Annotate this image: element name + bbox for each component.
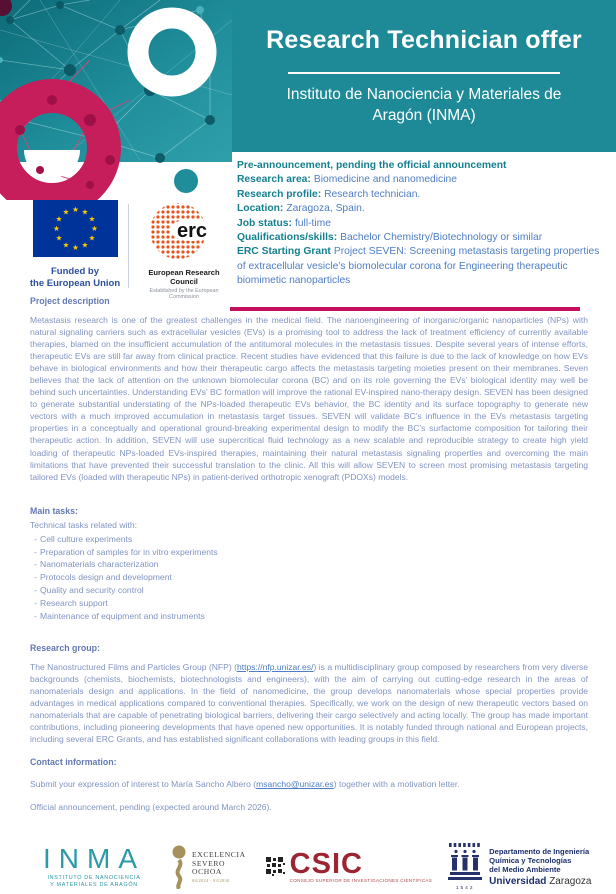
header-divider xyxy=(288,72,560,74)
severo-ochoa-text: EXCELENCIA SEVERO OCHOA 04/2024 - 03/2030 xyxy=(192,850,246,883)
bullet-dash: - xyxy=(34,572,37,583)
detail-research-area: Research area: Biomedicine and nanomedicine xyxy=(237,174,457,186)
csic-caption: CONSEJO SUPERIOR DE INVESTIGACIONES CIENTÍFICAS xyxy=(289,878,433,883)
detail-location: Location: Zaragoza, Spain. xyxy=(237,203,365,215)
eu-funding-caption: Funded by the European Union xyxy=(29,266,121,289)
svg-text:★: ★ xyxy=(88,214,95,224)
main-content xyxy=(30,296,588,813)
svg-text:★: ★ xyxy=(88,233,95,243)
hero-network-art xyxy=(0,0,232,200)
bullet-dash: - xyxy=(34,533,37,544)
task-item: - Maintenance of equipment and instruments xyxy=(30,610,588,623)
main-tasks-heading: Main tasks: xyxy=(30,505,78,516)
svg-text:★: ★ xyxy=(55,233,62,243)
detail-research-profile: Research profile: Research technician. xyxy=(237,188,421,200)
project-description-heading: Project description xyxy=(30,296,110,306)
detail-job-status: Job status: full-time xyxy=(237,217,331,229)
svg-text:erc: erc xyxy=(176,220,208,242)
csic-wordmark: CSIC xyxy=(289,848,363,880)
severo-ochoa-logo xyxy=(170,845,246,889)
svg-text:★: ★ xyxy=(81,240,88,250)
inma-wordmark: INMA xyxy=(43,843,145,875)
unizar-building xyxy=(448,843,482,891)
task-item: - Nanomaterials characterization xyxy=(30,558,588,571)
inma-caption: INSTITUTO DE NANOCIENCIA Y MATERIALES DE ARAGÓN xyxy=(47,875,141,888)
project-description-body: Metastasis research is one of the greatest challenges in the medical field. The nanoengineering of inorganic/organic nanoparticles (NPs) with natural signaling carriers such as extracellular vesicles (EVs) is a promising tool to address the lack of treatment efficiency of currently available therapies, blamed on the insufficient accumulation of the antitumoral molecules in the metastasis tissues. Despite several years of intense efforts, therapeutic EVs are still far away from clinical practice. Recent studies have evidenced that this failure is due to the lack of knowledge on how EVs behave in biological environments and how their therapeutic cargo affects the metastasis targeting moieties present on their membranes. Seven believes that the lack of attention on the unknown biomolecular corona (BC) and on its role governing the EVs’ biological identity may well be behind such uncertainties. Understanding EVs’ BC formation will improve the rational EV-inspired nano-therapy design. SEVEN has been designed to generate substantial understating of the NPs-loaded therapeutic EVs behavior, the BC identity and its surface topography to generate new vectors with a much improved accumulation in metastasis target tissues. SEVEN will validate BC’s influence in the EVs metastasis targeting properties in a conceptually and operational ground-breaking experimental design to modify the BC’s surfactome composition for tailoring their therapeutic action. In addition, SEVEN will use supercritical fluid technology as a new scalable and reproducible strategy to create high yield loading of therapeutic NPs-loaded EVs-inspired therapies, maintaining their natural metastasis signaling properties and overcoming the main limitations that have prevented their successful translation to the clinic. All this will allow SEVEN to screen most promising metastasis targeting tailored EVs (loaded with therapeutic NPs) in patient-derived orthotropic xenograft (PDOXs) models. xyxy=(30,315,588,482)
severo-ochoa-dates: 04/2024 - 03/2030 xyxy=(192,877,230,883)
institute-subtitle: Instituto de Nanociencia y Materiales de Aragón (INMA) xyxy=(286,86,562,124)
unizar-founding-year: 1542 xyxy=(455,886,475,891)
inma-logo xyxy=(28,845,160,888)
csic-text xyxy=(289,848,433,883)
eu-funding-logo xyxy=(28,200,122,292)
task-item: - Quality and security control xyxy=(30,584,588,597)
official-announcement-line: Official announcement, pending (expected around March 2026). xyxy=(30,802,272,813)
detail-erc-grant: ERC Starting Grant Project SEVEN: Screening metastasis targeting properties of extracellular vesicle’s biomolecular corona for Engineering therapeutic biomimetic nanoparticles xyxy=(237,246,600,287)
erc-tagline: Established by the European Commission xyxy=(149,288,219,300)
contact-email-link[interactable]: msancho@unizar.es xyxy=(256,779,334,790)
unizar-text: Departamento de Ingeniería Química y Tecnologías del Medio Ambiente Universidad Zaragoza xyxy=(489,846,592,888)
contact-submit-line: Submit your expression of interest to María Sancho Albero (msancho@unizar.es) together with a motivation letter. xyxy=(30,779,460,790)
svg-text:★: ★ xyxy=(81,207,88,217)
detail-qualifications: Qualifications/skills: Bachelor Chemistry/Biotechnology or similar xyxy=(237,232,543,244)
severo-ochoa-icon xyxy=(170,845,188,889)
svg-text:★: ★ xyxy=(55,214,62,224)
page-title: Research Technician offer xyxy=(266,26,582,54)
network-pattern-icon xyxy=(0,0,232,200)
logo-divider xyxy=(128,204,129,288)
nfp-group-link[interactable]: https://nfp.unizar.es/ xyxy=(236,662,314,672)
header-band xyxy=(232,0,616,152)
unizar-building-icon xyxy=(448,843,482,881)
bullet-dash: - xyxy=(34,559,37,570)
preannouncement-note: Pre-announcement, pending the official announcement xyxy=(237,160,507,171)
bullet-dash: - xyxy=(34,546,37,557)
research-group-body: The Nanostructured Films and Particles Group (NFP) (https://nfp.unizar.es/) is a multidisciplinary group composed by researchers from very diverse backgrounds (chemists, biochemists, biotechnologists and engineers), with the aim of carrying out cutting-edge research in the areas of nanomaterials design and applications. In the field of nanomedicine, the group develops nanomaterials whose special properties provide advantages in medical applications compared to conventional therapies. Specifically, we work on the design of new therapeutic vectors based on nanomaterials that are capable of penetrating biological barriers, delivering their cargo selectively and acting locally. The group has made important contributions, including pioneering developments that have opened new opportunities. It is notably funded through national and European projects, including several ERC Grants, and has established significant collaborations with leading groups in this field. xyxy=(30,662,588,745)
offer-details xyxy=(237,159,605,289)
erc-name: European Research Council xyxy=(148,268,220,286)
research-group-heading: Research group: xyxy=(30,643,100,653)
svg-text:★: ★ xyxy=(90,224,98,233)
bullet-dash: - xyxy=(34,585,37,596)
erc-sunburst-icon xyxy=(136,200,232,262)
svg-text:★: ★ xyxy=(52,224,60,233)
footer-logos xyxy=(28,840,610,894)
csic-qr-icon xyxy=(266,857,286,877)
task-item: - Cell culture experiments xyxy=(30,533,588,546)
task-item: - Protocols design and development xyxy=(30,571,588,584)
csic-logo xyxy=(266,848,433,883)
unizar-logo xyxy=(448,843,591,891)
bullet-dash: - xyxy=(34,598,37,609)
task-item: - Preparation of samples for in vitro experiments xyxy=(30,546,588,559)
tasks-intro: Technical tasks related with: xyxy=(30,519,137,530)
erc-logo xyxy=(136,200,232,300)
svg-text:★: ★ xyxy=(62,240,69,250)
svg-text:★: ★ xyxy=(71,243,79,252)
eu-flag-icon xyxy=(33,200,118,257)
svg-text:★: ★ xyxy=(62,207,69,217)
funding-logos xyxy=(28,200,234,300)
bullet-dash: - xyxy=(34,611,37,622)
task-item: - Research support xyxy=(30,597,588,610)
unizar-wordmark: Universidad Zaragoza xyxy=(489,876,592,888)
svg-text:★: ★ xyxy=(71,205,79,214)
contact-information-heading: Contact information: xyxy=(30,757,117,768)
